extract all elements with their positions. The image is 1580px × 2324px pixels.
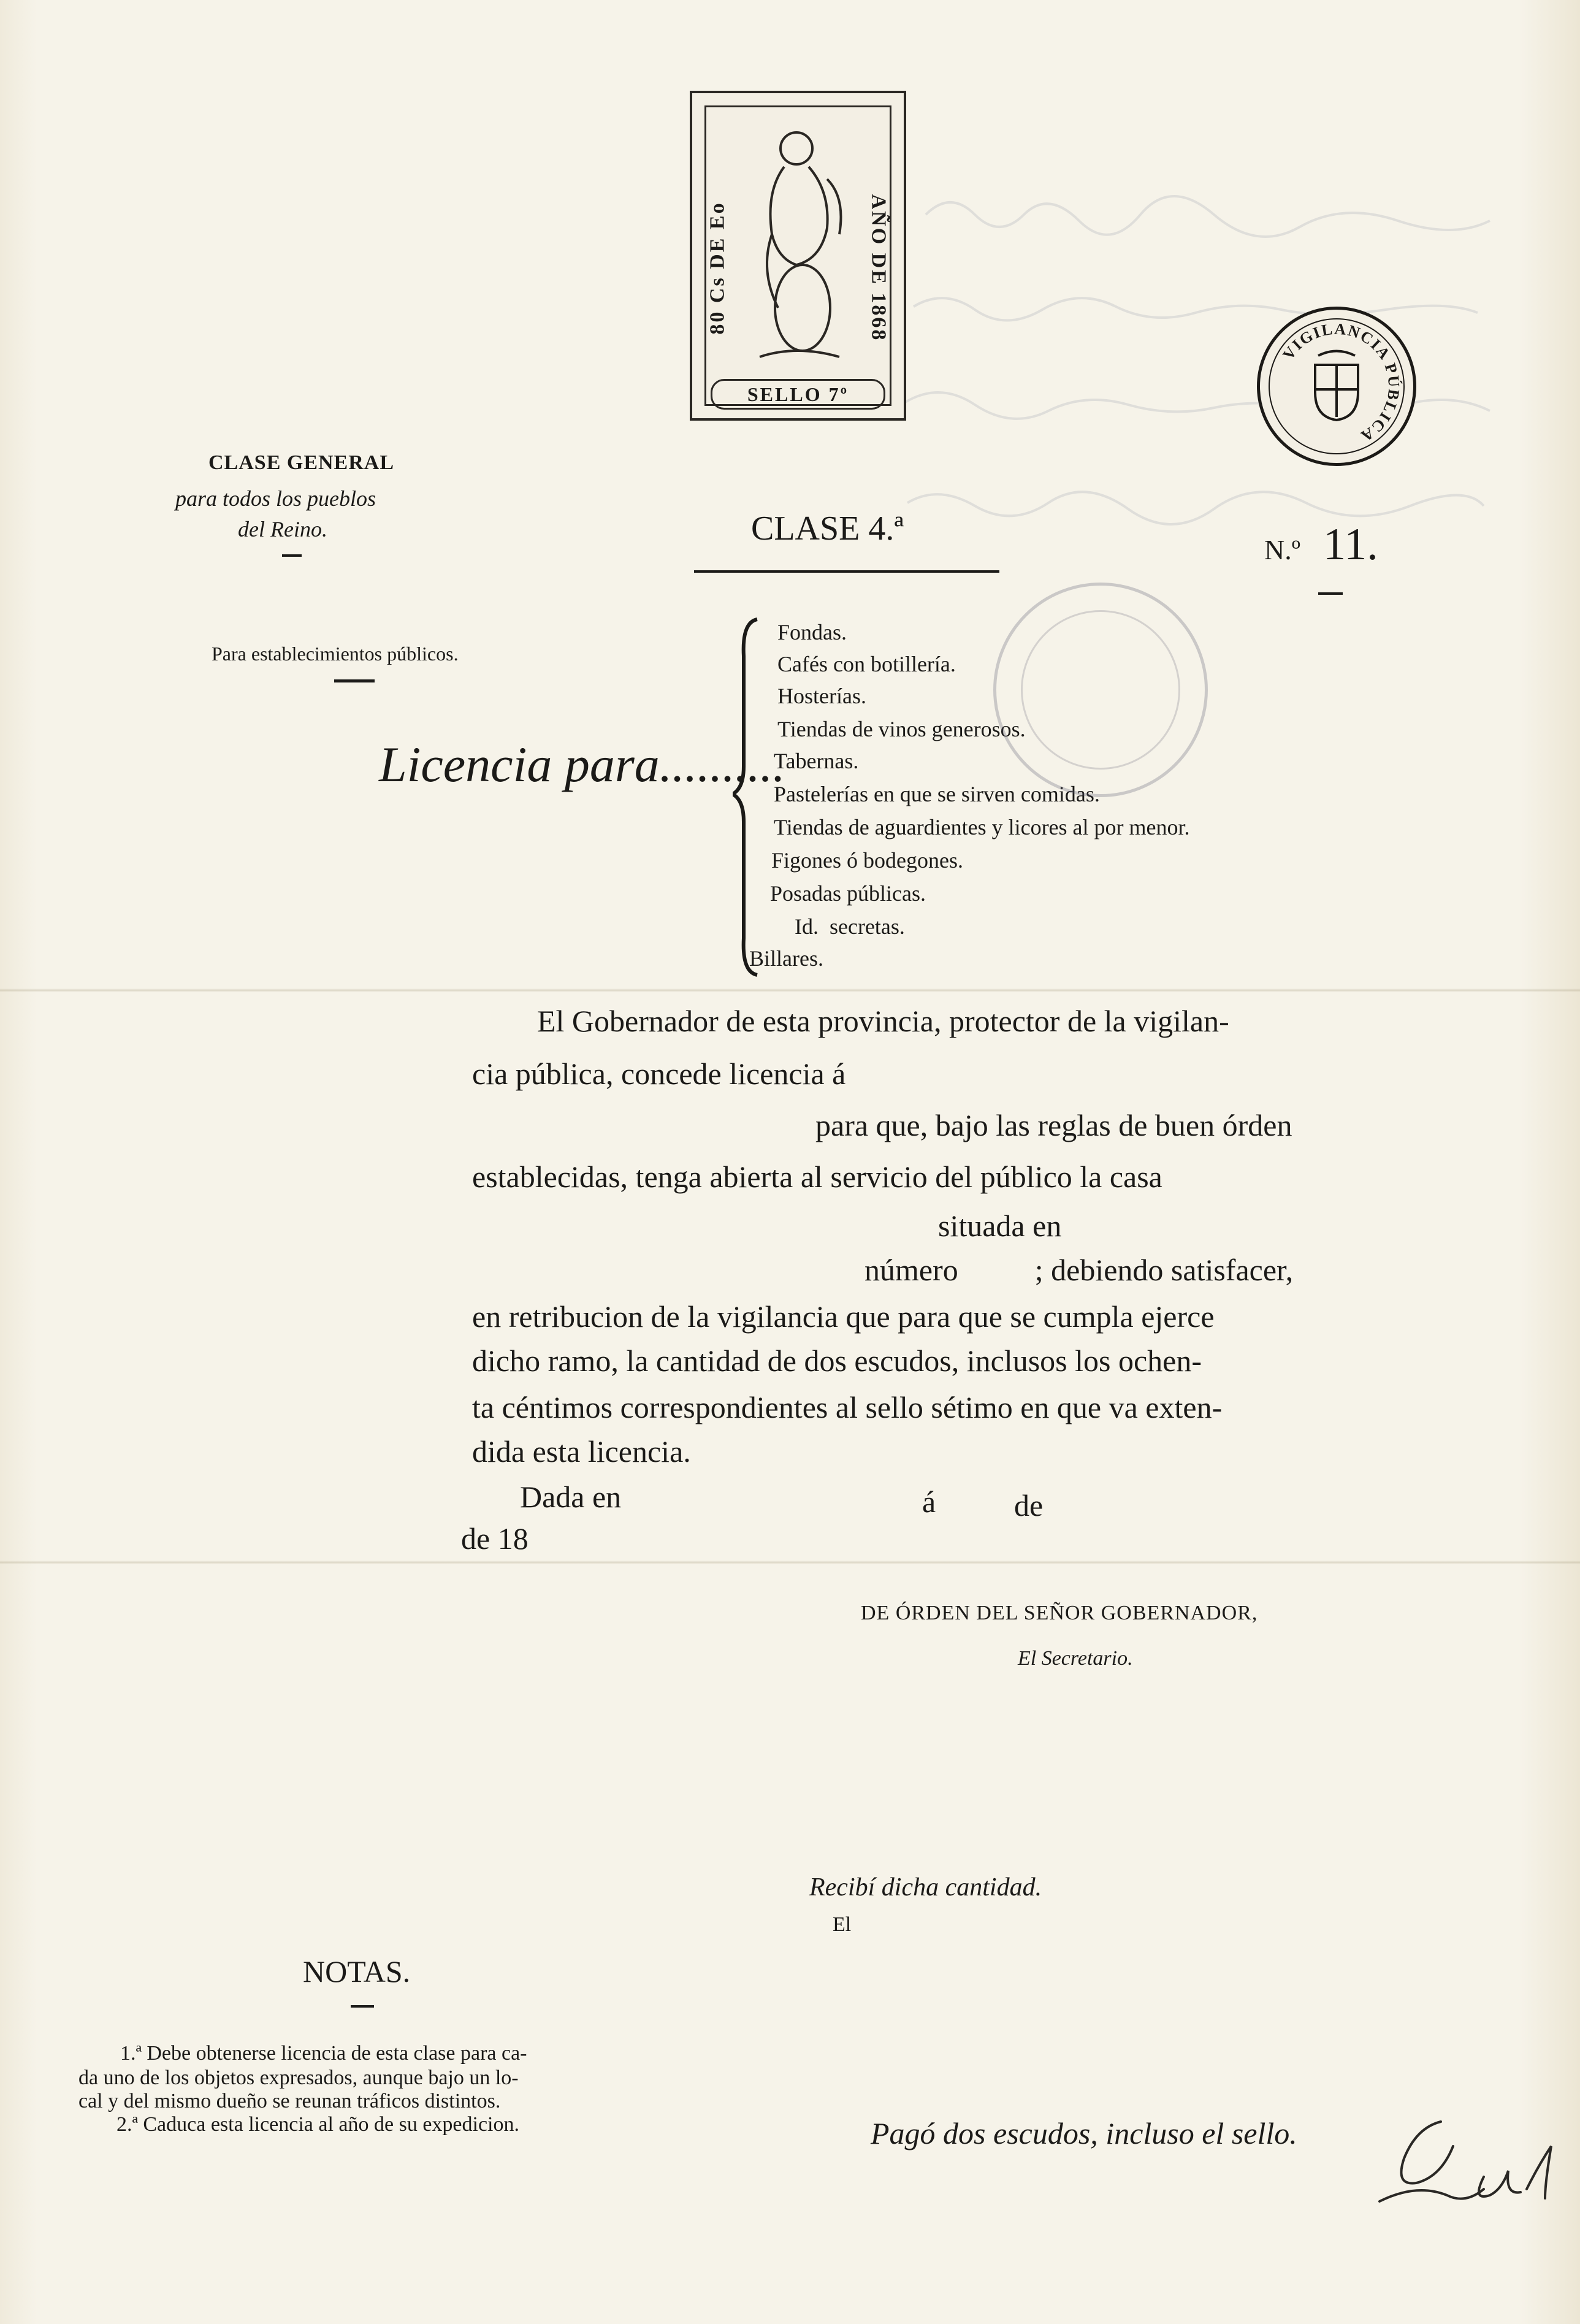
a-label: á bbox=[922, 1485, 936, 1519]
list-item: Tabernas. bbox=[774, 749, 859, 773]
coat-of-arms-icon bbox=[1306, 350, 1367, 423]
body-line: cia pública, concede licencia á bbox=[472, 1057, 846, 1091]
body-line: dida esta licencia. bbox=[472, 1434, 691, 1469]
list-item: Pastelerías en que se sirven comidas. bbox=[774, 782, 1100, 806]
body-line: en retribucion de la vigilancia que para que se cumpla ejerce bbox=[472, 1299, 1215, 1334]
list-item: Tiendas de vinos generosos. bbox=[777, 717, 1026, 741]
list-item: Hosterías. bbox=[777, 684, 866, 708]
de-18-label: de 18 bbox=[461, 1521, 529, 1556]
numero-value: 11. bbox=[1323, 519, 1378, 570]
nota-line: cal y del mismo dueño se reunan tráficos distintos. bbox=[78, 2090, 501, 2112]
clase-heading: CLASE 4.ª bbox=[751, 510, 904, 548]
dada-en-label: Dada en bbox=[520, 1480, 622, 1514]
list-item: Posadas públicas. bbox=[770, 881, 926, 906]
numero-label: N.º bbox=[1264, 534, 1300, 565]
fold-line bbox=[0, 1561, 1580, 1564]
notas-title: NOTAS. bbox=[303, 1954, 411, 1989]
list-item: Id. secretas. bbox=[795, 914, 905, 939]
nota-line: 2.ª Caduca esta licencia al año de su expedicion. bbox=[116, 2113, 520, 2136]
list-item: Figones ó bodegones. bbox=[771, 848, 963, 873]
nota-line: da uno de los objetos expresados, aunque bajo un lo- bbox=[78, 2066, 519, 2089]
brace-icon bbox=[733, 616, 769, 978]
licencia-para-label: Licencia para.......... bbox=[379, 736, 785, 792]
stamp-sello-label: SELLO 7º bbox=[711, 379, 885, 410]
short-rule bbox=[282, 554, 302, 557]
list-item: Billares. bbox=[749, 946, 823, 971]
body-line: para que, bajo las reglas de buen órden bbox=[815, 1108, 1292, 1142]
de-label: de bbox=[1014, 1488, 1044, 1523]
recibi-el-label: El bbox=[833, 1913, 852, 1936]
establecimientos-label: Para establecimientos públicos. bbox=[212, 643, 459, 665]
secretario-label: El Secretario. bbox=[1018, 1647, 1133, 1670]
handwritten-signature bbox=[1373, 2109, 1570, 2226]
bleed-through-handwriting bbox=[889, 172, 1563, 552]
list-item: Fondas. bbox=[777, 620, 847, 644]
short-rule bbox=[351, 2005, 374, 2008]
hercules-figure-icon bbox=[735, 112, 858, 369]
para-todos-text: para todos los pueblos bbox=[175, 486, 376, 511]
svg-text:VIGILANCIA PÚBLICA: VIGILANCIA PÚBLICA bbox=[1279, 319, 1403, 446]
body-line: número ; debiendo satisfacer, bbox=[864, 1253, 1294, 1287]
short-rule bbox=[1318, 592, 1343, 595]
del-reino-text: del Reino. bbox=[238, 517, 327, 541]
body-line: situada en bbox=[938, 1209, 1062, 1243]
clase-general-label: CLASE GENERAL bbox=[208, 451, 395, 474]
stamp-year-text: AÑO DE 1868 bbox=[867, 194, 890, 342]
body-line: establecidas, tenga abierta al servicio del público la casa bbox=[472, 1160, 1162, 1194]
orden-line: DE ÓRDEN DEL SEÑOR GOBERNADOR, bbox=[861, 1602, 1258, 1624]
pago-text: Pagó dos escudos, incluso el sello. bbox=[871, 2116, 1297, 2150]
list-item: Tiendas de aguardientes y licores al por menor. bbox=[774, 815, 1190, 839]
body-line: ta céntimos correspondientes al sello sétimo en que va exten- bbox=[472, 1390, 1223, 1424]
body-line: El Gobernador de esta provincia, protector de la vigilan- bbox=[537, 1004, 1229, 1038]
fold-line bbox=[0, 988, 1580, 992]
body-line: dicho ramo, la cantidad de dos escudos, inclusos los ochen- bbox=[472, 1344, 1202, 1378]
short-rule bbox=[334, 679, 375, 682]
revenue-stamp bbox=[690, 91, 906, 421]
nota-line: 1.ª Debe obtenerse licencia de esta clase para ca- bbox=[120, 2042, 527, 2065]
clase-underline bbox=[694, 570, 999, 573]
vigilancia-seal bbox=[1257, 307, 1416, 466]
faded-ink-stamp bbox=[993, 583, 1208, 797]
list-item: Cafés con botillería. bbox=[777, 652, 956, 676]
recibi-text: Recibí dicha cantidad. bbox=[809, 1873, 1042, 1902]
stamp-value-text: 80 Cs DE Eo bbox=[706, 201, 730, 335]
